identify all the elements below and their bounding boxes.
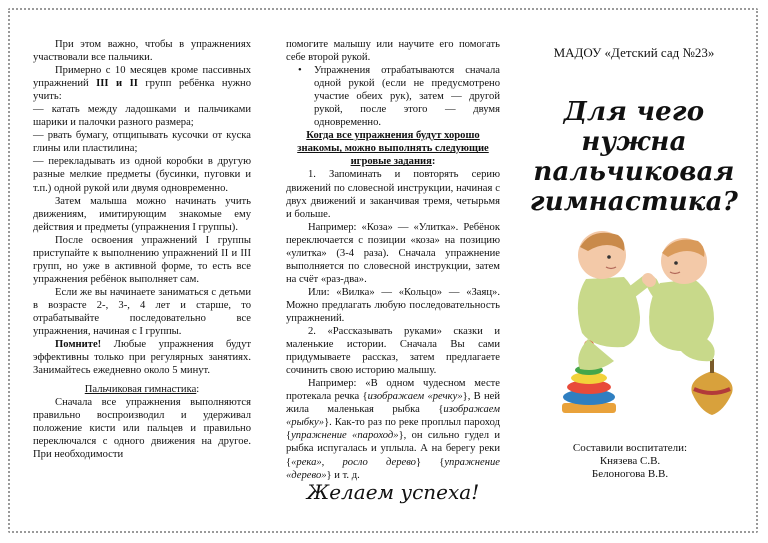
column-right (520, 38, 748, 217)
paragraph: Затем малыша можно начинать учить движениям, имитирующим знакомые ему действия и предметы (упражнения I группы). (33, 195, 251, 233)
paragraph: Например: «Коза» — «Улитка». Ребёнок переключается с позиции «коза» на позицию «улитка» (3-4 раза). Сначала упражнение выполняется по словесной инструкции, затем на счёт «раз-два». (286, 221, 500, 285)
paragraph: Если же вы начинаете заниматься с детьми в возрасте 2-, 3-, 4 лет и старше, то отрабатывайте последовательно все упражнения, начиная с I группы. (33, 286, 251, 338)
list-item: — катать между ладошками и пальчиками шарики и палочки разного размера; (33, 104, 251, 129)
page-title: Для чего нужна пальчиковая гимнастика? (529, 97, 739, 218)
paragraph: помогите малышу или научите его помогать себе второй рукой. (286, 39, 500, 64)
paragraph: Или: «Вилка» — «Кольцо» — «Заяц». Можно предлагать любую последовательность упражнений. (286, 286, 500, 324)
author-name: Белоногова В.В. (591, 468, 669, 480)
babies-with-toys-illustration (528, 221, 750, 419)
authors-block (540, 442, 720, 481)
list-item: — перекладывать из одной коробки в другую разные мелкие предметы (бусинки, пуговки и т.п.) одной рукой или двумя одновременно. (33, 156, 251, 194)
paragraph: 2. «Рассказывать руками» сказки и маленькие истории. Сначала Вы сами придумываете рассказ, затем предлагаете сочинить свою историю малышу. (286, 326, 500, 377)
organization-name: МАДОУ «Детский сад №23» (553, 45, 715, 60)
author-name: Князева С.В. (599, 455, 661, 467)
paragraph: Сначала все упражнения выполняются правильно воспроизводил и удерживал положение кисти или пальцев и правильно переключался с одного движения на другое. При необходимости (33, 397, 251, 461)
column-middle (286, 38, 500, 504)
spinning-top-icon (691, 359, 732, 415)
bullet-item: • Упражнения отрабатываются сначала одной рукой (если не предусмотрено участие обеих рук), затем — другой рукой, после этого — двумя одновременно. (298, 65, 500, 129)
authors-label: Составили воспитатели: (572, 442, 688, 454)
baby-right-icon (644, 238, 715, 361)
section-heading: Когда все упражнения будут хорошо знакомы, можно выполнять следующие игровые задания: (297, 130, 489, 168)
paragraph: Примерно с 10 месяцев кроме пассивных упражнений III и II групп ребёнка нужно учить: (33, 65, 251, 103)
paragraph: Например: «В одном чудесном месте протекала речка {изображаем «речку»}, В ней жила маленькая рыбка {изображаем «рыбку»}. Как-то раз по реке проплыл пароход {упражнение «пароход»}, он сильно гудел и рыбка испугалась и уплыла. А на берегу реки {«река», росло дерево} {упражнение «дерево»} и т. д. (286, 378, 500, 481)
section-heading: Пальчиковая гимнастика: (84, 384, 200, 396)
baby-left-icon (578, 231, 654, 370)
closing-wish: Желаем успеха! (306, 479, 480, 504)
paragraph: Помните! Любые упражнения будут эффективны только при регулярных занятиях. Занимайтесь ежедневно около 5 минут. (33, 339, 251, 377)
paragraph: 1. Запоминать и повторять серию движений по словесной инструкции, начиная с двух движений и заканчивая тремя, четырьмя и больше. (286, 169, 500, 220)
bullet-icon: • (298, 65, 302, 77)
paragraph: При этом важно, чтобы в упражнениях участвовали все пальчики. (33, 39, 251, 64)
paragraph: После освоения упражнений I группы приступайте к выполнению упражнений II и III групп, но уже в активной форме, то есть все упражнения ребёнок выполняет сам. (33, 234, 251, 285)
column-left (33, 38, 251, 462)
list-item: — рвать бумагу, отщипывать кусочки от куска глины или пластилина; (33, 130, 251, 155)
